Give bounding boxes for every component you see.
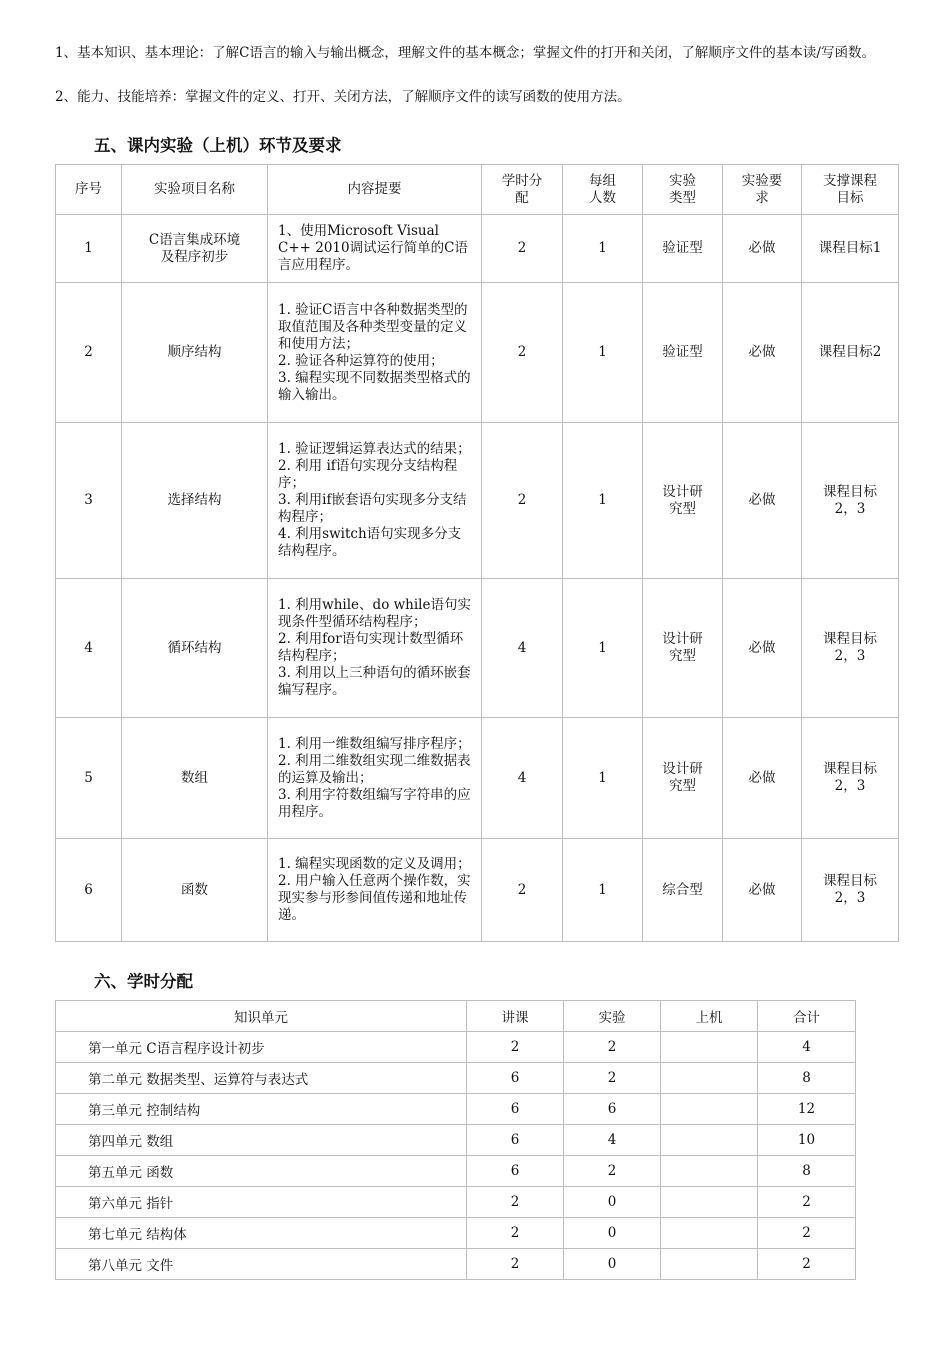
header-cell: 每组 人数 bbox=[563, 165, 643, 215]
header-cell: 实验要 求 bbox=[723, 165, 802, 215]
lecture-hours: 6 bbox=[467, 1094, 564, 1125]
header-cell: 学时分 配 bbox=[482, 165, 563, 215]
experiment-table-header-row bbox=[56, 165, 899, 215]
table-row bbox=[56, 1063, 856, 1094]
lab-hours: 0 bbox=[564, 1249, 661, 1280]
total-hours: 2 bbox=[758, 1218, 856, 1249]
section5-title: 五、课内实验（上机）环节及要求 bbox=[94, 136, 342, 155]
machine-hours bbox=[661, 1125, 758, 1156]
row-number: 1 bbox=[56, 215, 122, 283]
table-row bbox=[56, 283, 899, 423]
course-target: 课程目标 2，3 bbox=[802, 423, 899, 579]
experiment-content: 1. 验证C语言中各种数据类型的取值范围及各种类型变量的定义和使用方法； 2. 验证各种运算符的使用； 3. 编程实现不同数据类型格式的输入输出。 bbox=[268, 283, 482, 423]
row-number: 4 bbox=[56, 579, 122, 718]
table-row bbox=[56, 1187, 856, 1218]
lecture-hours: 6 bbox=[467, 1156, 564, 1187]
group-size: 1 bbox=[563, 283, 643, 423]
lecture-hours: 6 bbox=[467, 1125, 564, 1156]
total-hours: 10 bbox=[758, 1125, 856, 1156]
row-number: 6 bbox=[56, 839, 122, 942]
course-target: 课程目标 2，3 bbox=[802, 839, 899, 942]
group-size: 1 bbox=[563, 423, 643, 579]
header-cell: 支撑课程 目标 bbox=[802, 165, 899, 215]
experiment-hours: 2 bbox=[482, 215, 563, 283]
table-row bbox=[56, 839, 899, 942]
table-row bbox=[56, 1156, 856, 1187]
intro-paragraph-knowledge: 1、基本知识、基本理论：了解C语言的输入与输出概念，理解文件的基本概念；掌握文件的打开和关闭，了解顺序文件的基本读/写函数。 bbox=[55, 45, 875, 61]
course-target: 课程目标 2，3 bbox=[802, 718, 899, 839]
header-cell: 序号 bbox=[56, 165, 122, 215]
experiment-content: 1. 利用一维数组编写排序程序； 2. 利用二维数组实现二维数据表的运算及输出； 3. 利用字符数组编写字符串的应用程序。 bbox=[268, 718, 482, 839]
total-hours: 8 bbox=[758, 1156, 856, 1187]
total-hours: 4 bbox=[758, 1032, 856, 1063]
experiment-type: 综合型 bbox=[643, 839, 723, 942]
header-cell: 实验项目名称 bbox=[122, 165, 268, 215]
experiment-type: 设计研 究型 bbox=[643, 718, 723, 839]
machine-hours bbox=[661, 1187, 758, 1218]
course-target: 课程目标 2，3 bbox=[802, 579, 899, 718]
table-row bbox=[56, 718, 899, 839]
lab-hours: 2 bbox=[564, 1063, 661, 1094]
experiment-content: 1、使用Microsoft Visual C++ 2010调试运行简单的C语言应用程序。 bbox=[268, 215, 482, 283]
header-cell: 实验 类型 bbox=[643, 165, 723, 215]
knowledge-unit: 第六单元 指针 bbox=[56, 1187, 467, 1218]
experiment-hours: 2 bbox=[482, 839, 563, 942]
row-number: 2 bbox=[56, 283, 122, 423]
experiment-name: 循环结构 bbox=[122, 579, 268, 718]
knowledge-unit: 第八单元 文件 bbox=[56, 1249, 467, 1280]
total-hours: 12 bbox=[758, 1094, 856, 1125]
experiment-hours: 2 bbox=[482, 283, 563, 423]
header-cell: 合计 bbox=[758, 1001, 856, 1032]
header-cell: 讲课 bbox=[467, 1001, 564, 1032]
lab-hours: 0 bbox=[564, 1218, 661, 1249]
hours-allocation-table bbox=[55, 1000, 856, 1280]
experiment-name: C语言集成环境 及程序初步 bbox=[122, 215, 268, 283]
machine-hours bbox=[661, 1249, 758, 1280]
experiment-type: 设计研 究型 bbox=[643, 423, 723, 579]
hours-table-header-row bbox=[56, 1001, 856, 1032]
total-hours: 2 bbox=[758, 1249, 856, 1280]
table-row bbox=[56, 1094, 856, 1125]
experiment-type: 设计研 究型 bbox=[643, 579, 723, 718]
lab-hours: 6 bbox=[564, 1094, 661, 1125]
experiment-requirement: 必做 bbox=[723, 423, 802, 579]
experiment-name: 数组 bbox=[122, 718, 268, 839]
lab-hours: 4 bbox=[564, 1125, 661, 1156]
experiment-content: 1. 编程实现函数的定义及调用； 2. 用户输入任意两个操作数，实现实参与形参间值传递和地址传递。 bbox=[268, 839, 482, 942]
group-size: 1 bbox=[563, 718, 643, 839]
machine-hours bbox=[661, 1063, 758, 1094]
experiment-requirement: 必做 bbox=[723, 718, 802, 839]
experiment-type: 验证型 bbox=[643, 215, 723, 283]
machine-hours bbox=[661, 1156, 758, 1187]
intro-paragraph-skills: 2、能力、技能培养：掌握文件的定义、打开、关闭方法，了解顺序文件的读写函数的使用方法。 bbox=[55, 89, 631, 105]
table-row bbox=[56, 1218, 856, 1249]
group-size: 1 bbox=[563, 579, 643, 718]
table-row bbox=[56, 1032, 856, 1063]
table-row bbox=[56, 423, 899, 579]
experiment-content: 1. 验证逻辑运算表达式的结果； 2. 利用 if语句实现分支结构程序； 3. 利用if嵌套语句实现多分支结构程序； 4. 利用switch语句实现多分支结构程序。 bbox=[268, 423, 482, 579]
course-target: 课程目标2 bbox=[802, 283, 899, 423]
course-target: 课程目标1 bbox=[802, 215, 899, 283]
header-cell: 知识单元 bbox=[56, 1001, 467, 1032]
knowledge-unit: 第三单元 控制结构 bbox=[56, 1094, 467, 1125]
table-row bbox=[56, 215, 899, 283]
header-cell: 上机 bbox=[661, 1001, 758, 1032]
experiment-content: 1. 利用while、do while语句实现条件型循环结构程序； 2. 利用for语句实现计数型循环结构程序； 3. 利用以上三种语句的循环嵌套编写程序。 bbox=[268, 579, 482, 718]
header-cell: 实验 bbox=[564, 1001, 661, 1032]
experiment-requirement: 必做 bbox=[723, 839, 802, 942]
knowledge-unit: 第四单元 数组 bbox=[56, 1125, 467, 1156]
lab-hours: 2 bbox=[564, 1156, 661, 1187]
experiment-name: 顺序结构 bbox=[122, 283, 268, 423]
section6-title: 六、学时分配 bbox=[94, 972, 193, 991]
row-number: 5 bbox=[56, 718, 122, 839]
lecture-hours: 6 bbox=[467, 1063, 564, 1094]
experiment-requirement: 必做 bbox=[723, 215, 802, 283]
table-row bbox=[56, 1249, 856, 1280]
total-hours: 2 bbox=[758, 1187, 856, 1218]
header-cell: 内容提要 bbox=[268, 165, 482, 215]
knowledge-unit: 第一单元 C语言程序设计初步 bbox=[56, 1032, 467, 1063]
experiment-type: 验证型 bbox=[643, 283, 723, 423]
row-number: 3 bbox=[56, 423, 122, 579]
machine-hours bbox=[661, 1094, 758, 1125]
machine-hours bbox=[661, 1032, 758, 1063]
experiment-table bbox=[55, 164, 899, 942]
experiment-hours: 2 bbox=[482, 423, 563, 579]
experiment-hours: 4 bbox=[482, 579, 563, 718]
lab-hours: 2 bbox=[564, 1032, 661, 1063]
experiment-name: 选择结构 bbox=[122, 423, 268, 579]
experiment-requirement: 必做 bbox=[723, 579, 802, 718]
lab-hours: 0 bbox=[564, 1187, 661, 1218]
knowledge-unit: 第五单元 函数 bbox=[56, 1156, 467, 1187]
group-size: 1 bbox=[563, 215, 643, 283]
machine-hours bbox=[661, 1218, 758, 1249]
lecture-hours: 2 bbox=[467, 1218, 564, 1249]
experiment-hours: 4 bbox=[482, 718, 563, 839]
lecture-hours: 2 bbox=[467, 1187, 564, 1218]
table-row bbox=[56, 1125, 856, 1156]
experiment-requirement: 必做 bbox=[723, 283, 802, 423]
table-row bbox=[56, 579, 899, 718]
group-size: 1 bbox=[563, 839, 643, 942]
lecture-hours: 2 bbox=[467, 1249, 564, 1280]
experiment-name: 函数 bbox=[122, 839, 268, 942]
knowledge-unit: 第七单元 结构体 bbox=[56, 1218, 467, 1249]
knowledge-unit: 第二单元 数据类型、运算符与表达式 bbox=[56, 1063, 467, 1094]
total-hours: 8 bbox=[758, 1063, 856, 1094]
lecture-hours: 2 bbox=[467, 1032, 564, 1063]
